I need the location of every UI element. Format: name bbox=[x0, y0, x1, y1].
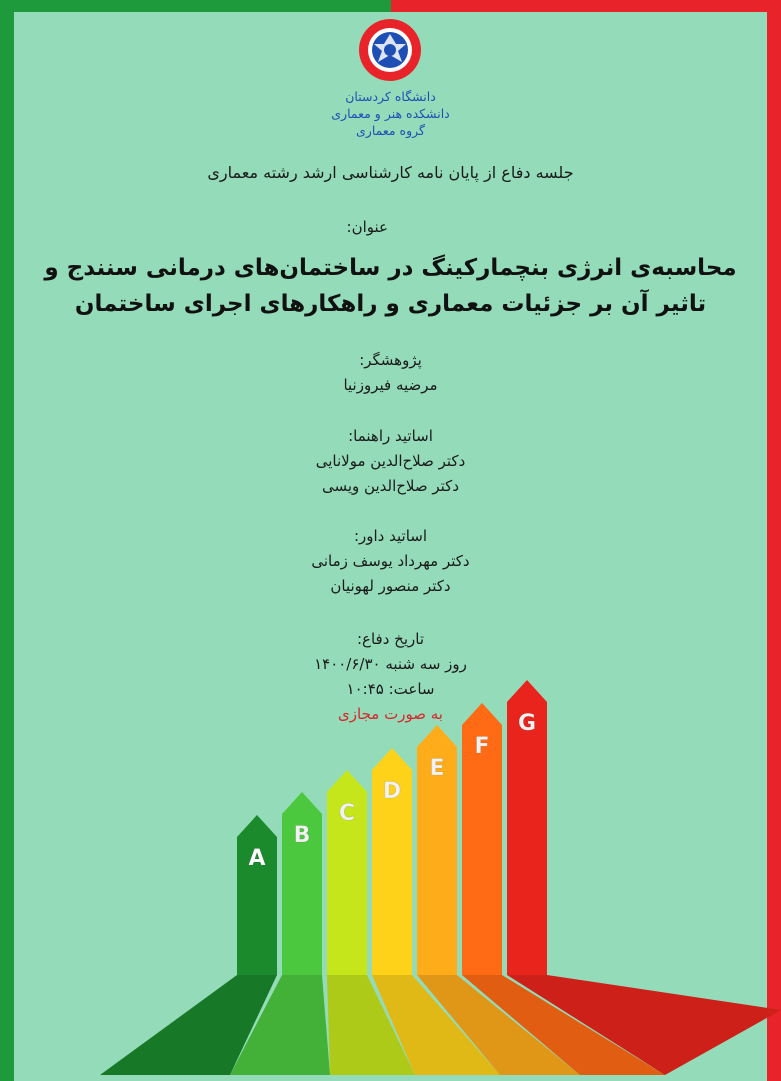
energy-letter-c: C bbox=[338, 801, 356, 826]
supervisors-label: اساتید راهنما: bbox=[348, 427, 433, 445]
university-name: دانشگاه کردستان bbox=[345, 89, 436, 104]
energy-bars bbox=[237, 680, 547, 975]
defense-label: تاریخ دفاع: bbox=[356, 630, 425, 648]
energy-bar-a bbox=[237, 815, 277, 975]
examiners-label: اساتید داور: bbox=[353, 527, 428, 545]
thesis-title-line1: محاسبه‌ی انرژی بنچمارکینگ در ساختمان‌های درمانی سنندج و bbox=[44, 255, 737, 281]
examiner-name-2: دکتر منصور لهونیان bbox=[330, 577, 451, 595]
faculty-name: دانشکده هنر و معماری bbox=[331, 106, 450, 121]
energy-letter-e: E bbox=[429, 756, 445, 781]
title-label: عنوان: bbox=[346, 218, 388, 236]
researcher-name: مرضیه فیروزنیا bbox=[343, 376, 438, 394]
supervisor-name-1: دکتر صلاح‌الدین مولانایی bbox=[315, 452, 466, 470]
session-title: جلسه دفاع از پایان نامه کارشناسی ارشد رشته معماری bbox=[207, 163, 574, 182]
energy-letter-b: B bbox=[293, 823, 311, 848]
energy-letter-f: F bbox=[474, 734, 490, 759]
energy-letter-g: G bbox=[517, 711, 537, 736]
supervisor-name-2: دکتر صلاح‌الدین ویسی bbox=[321, 477, 460, 495]
thesis-title-line2: تاثیر آن بر جزئیات معماری و راهکارهای اجرای ساختمان bbox=[74, 291, 707, 317]
defense-date: روز سه شنبه ۱۴۰۰/۶/۳۰ bbox=[314, 655, 467, 673]
energy-letter-a: A bbox=[248, 846, 266, 871]
defense-time: ساعت: ۱۰:۴۵ bbox=[346, 680, 435, 698]
energy-rays bbox=[100, 975, 781, 1075]
examiner-name-1: دکتر مهرداد یوسف زمانی bbox=[311, 552, 470, 570]
energy-letter-d: D bbox=[382, 779, 402, 804]
researcher-label: پژوهشگر: bbox=[359, 351, 422, 369]
defense-mode: به صورت مجازی bbox=[338, 705, 443, 723]
energy-bar-b bbox=[282, 792, 322, 975]
department-name: گروه معماری bbox=[356, 123, 425, 138]
